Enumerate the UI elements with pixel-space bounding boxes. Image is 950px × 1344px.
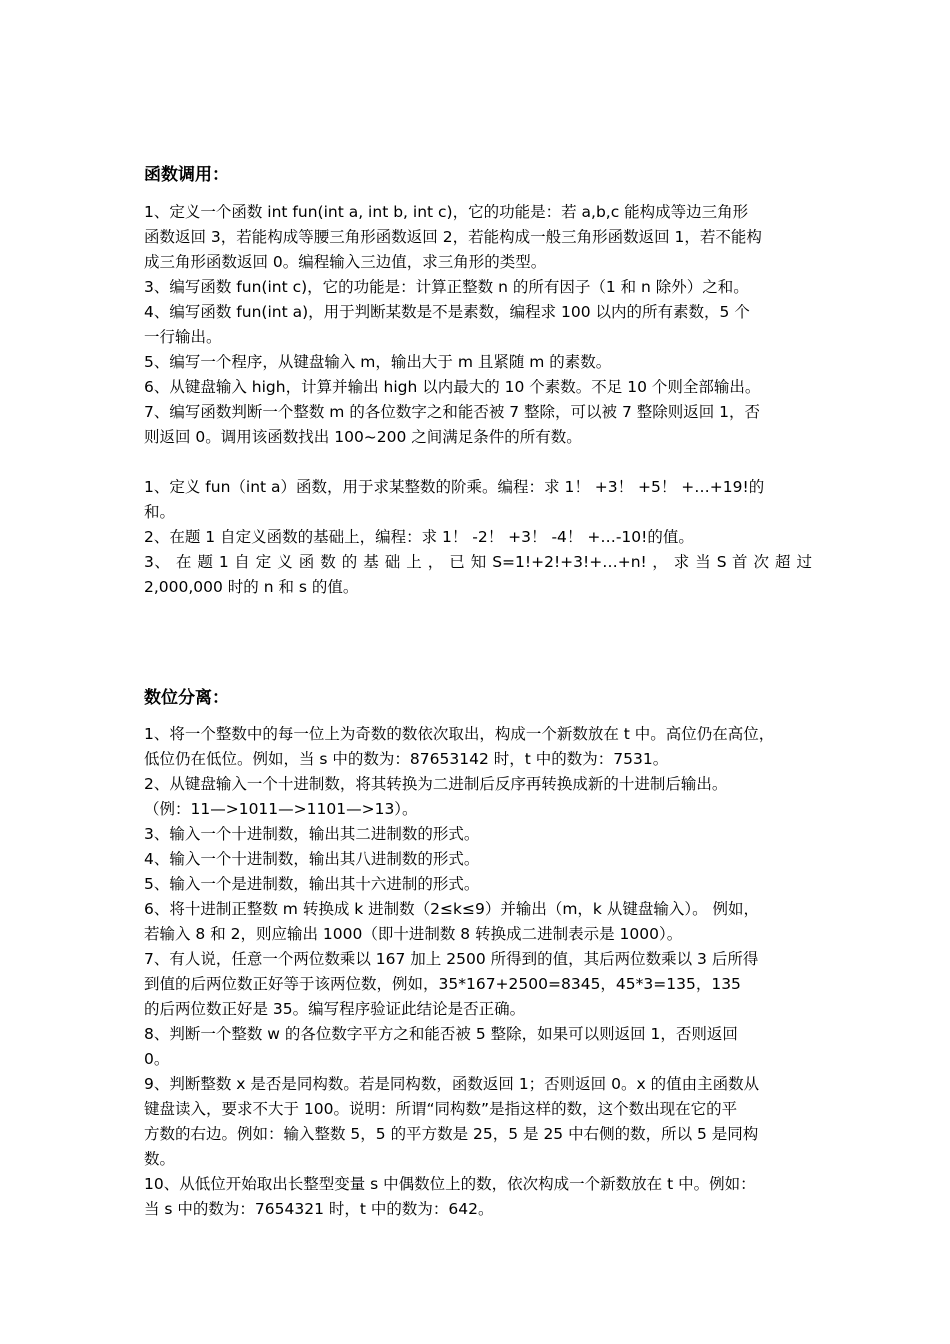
exercise-item: 6、从键盘输入 high，计算并输出 high 以内最大的 10 个素数。不足 10 个则全部输出。 — [144, 378, 761, 396]
function-call-exercises — [144, 200, 812, 600]
exercise-item: 5、输入一个是进制数，输出其十六进制的形式。 — [144, 875, 480, 893]
exercise-item: 4、编写函数 fun(int a)，用于判断某数是不是素数，编程求 100 以内的所有素数，5 个 一行输出。 — [144, 303, 750, 346]
exercise-item: 3、 在 题 1 自 定 义 函 数 的 基 础 上 ， 已 知 S=1!+2!+3!+…+n! ， 求 当 S 首 次 超 过 2,000,000 时的 n 和 s 的值。 — [144, 553, 812, 596]
section-title-function-call: 函数调用： — [144, 165, 229, 185]
exercise-item: 1、定义一个函数 int fun(int a, int b, int c)，它的功能是：若 a,b,c 能构成等边三角形 函数返回 3，若能构成等腰三角形函数返回 2，若能构成一般三角形函数返回 1，若不能构 成三角形函数返回 0。编程输入三边值，求三角形的类型。 — [144, 203, 762, 271]
exercise-item: 10、从低位开始取出长整型变量 s 中偶数位上的数，依次构成一个新数放在 t 中。例如： 当 s 中的数为：7654321 时，t 中的数为：642。 — [144, 1175, 756, 1218]
exercise-item: 1、将一个整数中的每一位上为奇数的数依次取出，构成一个新数放在 t 中。高位仍在高位， 低位仍在低位。例如，当 s 中的数为：87653142 时，t 中的数为：7531。 — [144, 725, 775, 768]
exercise-item: 8、判断一个整数 w 的各位数字平方之和能否被 5 整除，如果可以则返回 1，否则返回 0。 — [144, 1025, 738, 1068]
exercise-item: 4、输入一个十进制数，输出其八进制数的形式。 — [144, 850, 480, 868]
exercise-item: 7、编写函数判断一个整数 m 的各位数字之和能否被 7 整除，可以被 7 整除则返回 1，否 则返回 0。调用该函数找出 100~200 之间满足条件的所有数。 — [144, 403, 761, 446]
exercise-item: 7、有人说，任意一个两位数乘以 167 加上 2500 所得到的值，其后两位数乘以 3 后所得 到值的后两位数正好等于该两位数，例如，35*167+2500=8345，45*3=135，135 的后两位数正好是 35。编写程序验证此结论是否正确。 — [144, 950, 759, 1018]
digit-separation-exercises — [144, 722, 812, 1222]
exercise-item: 3、输入一个十进制数，输出其二进制数的形式。 — [144, 825, 480, 843]
exercise-item: 1、定义 fun（int a）函数，用于求某整数的阶乘。编程：求 1！ +3！ +5！ +…+19!的 和。 — [144, 478, 765, 521]
exercise-item: 2、在题 1 自定义函数的基础上，编程：求 1！ -2！ +3！ -4！ +…-10!的值。 — [144, 528, 694, 546]
exercise-item: 3、编写函数 fun(int c)，它的功能是：计算正整数 n 的所有因子（1 和 n 除外）之和。 — [144, 278, 749, 296]
exercise-item: 2、从键盘输入一个十进制数，将其转换为二进制后反序再转换成新的十进制后输出。 （例：11—>1011—>1101—>13）。 — [144, 775, 728, 818]
section-title-digit-separation: 数位分离： — [144, 688, 229, 708]
exercise-item: 5、编写一个程序，从键盘输入 m，输出大于 m 且紧随 m 的素数。 — [144, 353, 612, 371]
exercise-item: 6、将十进制正整数 m 转换成 k 进制数（2≤k≤9）并输出（m，k 从键盘输入）。 例如， 若输入 8 和 2，则应输出 1000（即十进制数 8 转换成二进制表示是 1000）。 — [144, 900, 759, 943]
exercise-item: 9、判断整数 x 是否是同构数。若是同构数，函数返回 1；否则返回 0。x 的值由主函数从 键盘读入，要求不大于 100。说明：所谓“同构数”是指这样的数，这个数出现在它的平 方数的右边。例如：输入整数 5，5 的平方数是 25，5 是 25 中右侧的数，所以 5 是同构 数。 — [144, 1075, 760, 1168]
